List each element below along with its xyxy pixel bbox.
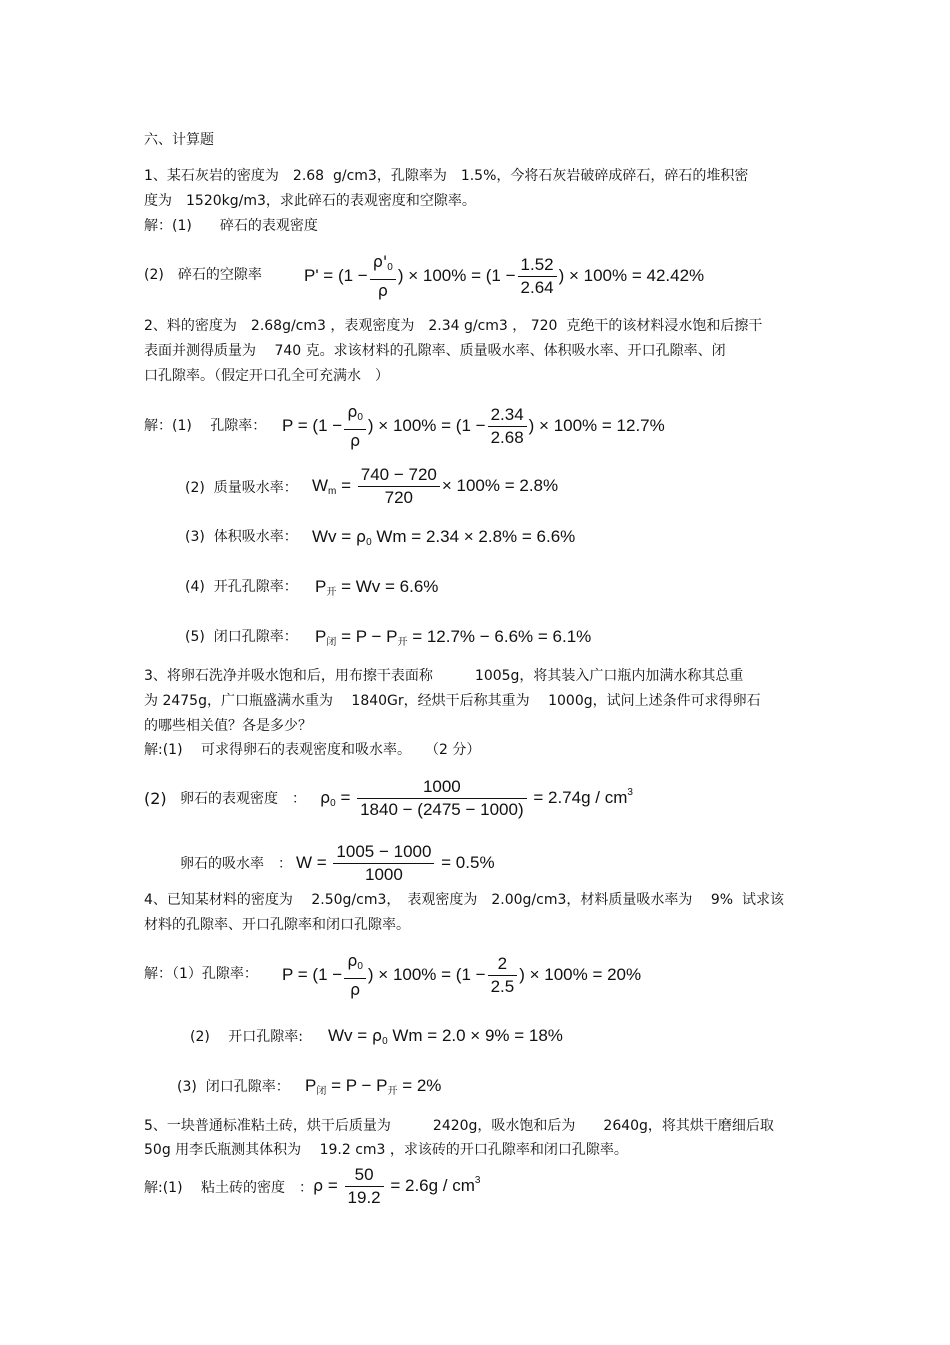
fraction-numerator: 50 — [345, 1164, 384, 1187]
fraction — [488, 404, 527, 449]
fraction — [358, 464, 440, 509]
subscript: 开 — [397, 637, 408, 648]
q1-line1: 1、某石灰岩的密度为 2.68 g/cm3，孔隙率为 1.5%，今将石灰岩破碎成碎石，碎石的堆积密 — [144, 168, 749, 184]
formula-text: ) × 100% = (1 − — [367, 964, 486, 984]
fraction — [518, 254, 557, 299]
formula-text: P — [305, 1076, 317, 1095]
rho-symbol: ρ — [371, 1026, 383, 1045]
fraction-numerator: 1005 − 1000 — [333, 841, 434, 864]
q2-closed-porosity-formula — [315, 626, 591, 654]
q2-line1: 2、料的密度为 2.68g/cm3 ，表观密度为 2.34 g/cm3 ， 720 克绝干的该材料浸水饱和后擦干 — [144, 318, 763, 334]
fraction-numerator — [344, 950, 366, 979]
fraction-denominator: 1840 − (2475 − 1000) — [360, 800, 524, 819]
q4-open-porosity-formula — [328, 1025, 563, 1053]
fraction-numerator: 740 − 720 — [358, 464, 440, 487]
q2-open-porosity-formula — [315, 576, 438, 604]
subscript: 闭 — [326, 637, 337, 648]
fraction — [344, 401, 366, 452]
q1-line2: 度为 1520kg/m3，求此碎石的表观密度和空隙率。 — [144, 193, 476, 209]
formula-text: W — [312, 475, 329, 495]
fraction — [344, 950, 366, 1001]
subscript: 闭 — [316, 1086, 327, 1097]
q2-volume-absorption-formula — [312, 526, 575, 554]
fraction-numerator: 1.52 — [518, 254, 557, 277]
formula-text: = — [335, 787, 356, 807]
fraction-numerator: 2.34 — [488, 404, 527, 427]
q1-void-ratio-formula — [304, 251, 704, 302]
formula-text: = 2.6g / cm — [385, 1175, 475, 1195]
formula-text: Wv = — [328, 1026, 372, 1045]
q4-step3-label: (3) 闭口孔隙率： — [177, 1079, 290, 1095]
rho-symbol: ρ — [313, 1175, 324, 1195]
formula-text: = 2.74g / cm — [528, 787, 628, 807]
subscript: 0 — [387, 262, 393, 273]
formula-text: Wm = 2.34 × 2.8% = 6.6% — [371, 527, 576, 546]
formula-text: = 12.7% − 6.6% = 6.1% — [407, 627, 592, 646]
q4-step1-label: 解：（1）孔隙率： — [144, 966, 258, 982]
formula-text: Wv = — [312, 527, 356, 546]
q3-step2-number: (2) — [144, 789, 167, 808]
formula-text: P = (1 − — [282, 415, 343, 435]
formula-text: ) × 100% = 42.42% — [558, 265, 705, 285]
rho-symbol: ρ — [347, 402, 358, 421]
q3-line3: 的哪些相关值？各是多少？ — [144, 718, 312, 734]
fraction-denominator: 2.5 — [490, 977, 515, 996]
formula-text: Wm = 2.0 × 9% = 18% — [387, 1026, 563, 1045]
q4-porosity-formula — [282, 950, 641, 1001]
fraction-denominator: 720 — [384, 488, 413, 507]
subscript: 0 — [357, 412, 363, 423]
subscript: 开 — [387, 1086, 398, 1097]
q4-line1: 4、已知某材料的密度为 2.50g/cm3， 表观密度为 2.00g/cm3，材料质量吸水率为 9% 试求该 — [144, 892, 784, 908]
q3-line1: 3、将卵石洗净并吸水饱和后，用布擦干表面称 1005g，将其装入广口瓶内加满水称其总重 — [144, 668, 744, 684]
fraction-denominator: 2.64 — [520, 278, 554, 297]
q2-step5-label: (5) 闭口孔隙率： — [185, 629, 298, 645]
fraction — [333, 841, 434, 886]
fraction — [345, 1164, 384, 1209]
q5-line1: 5、一块普通标准粘土砖，烘干后质量为 2420g，吸水饱和后为 2640g，将其烘干磨细后取 — [144, 1118, 774, 1134]
superscript: 3 — [474, 1174, 481, 1186]
subscript: 开 — [326, 587, 337, 598]
q2-line3: 口孔隙率。（假定开口孔全可充满水 ） — [144, 368, 389, 384]
q1-solution-step1: 解：(1) 碎石的表观密度 — [144, 218, 318, 234]
fraction — [357, 776, 527, 821]
subscript: 0 — [357, 961, 363, 972]
q5-line2: 50g 用李氏瓶测其体积为 19.2 cm3 ，求该砖的开口孔隙率和闭口孔隙率。 — [144, 1142, 628, 1158]
q5-density-formula — [313, 1164, 480, 1209]
formula-text: ) × 100% = 12.7% — [528, 415, 665, 435]
formula-text: = P − P — [326, 1076, 388, 1095]
subscript: 0 — [382, 1036, 388, 1047]
superscript: 3 — [627, 786, 633, 798]
q2-step2-label: (2) 质量吸水率： — [185, 480, 298, 496]
q1-solution-step2-label: (2) 碎石的空隙率 — [144, 267, 262, 283]
formula-text: = P − P — [336, 627, 398, 646]
formula-text: = — [336, 475, 356, 495]
formula-text: ) × 100% = (1 − — [367, 415, 486, 435]
subscript: m — [328, 485, 337, 497]
q3-solution-step1: 解:(1) 可求得卵石的表观密度和吸水率。 （2 分） — [144, 742, 481, 758]
formula-text: = 2% — [397, 1076, 442, 1095]
q3-apparent-density-formula — [320, 776, 633, 821]
q4-step2-label: (2) 开口孔隙率: — [190, 1029, 303, 1045]
fraction-numerator — [370, 251, 396, 280]
subscript: 0 — [366, 537, 372, 548]
fraction-denominator: 1000 — [365, 865, 403, 884]
rho-symbol: ρ — [320, 787, 331, 807]
fraction-numerator — [344, 401, 366, 430]
fraction-denominator: 2.68 — [490, 428, 524, 447]
q3-line2: 为 2475g，广口瓶盛满水重为 1840Gr，经烘干后称其重为 1000g，试问上述条件可求得卵石 — [144, 693, 761, 709]
q3-step3-label: 卵石的吸水率 ： — [180, 856, 292, 872]
q3-step2-label: 卵石的表观密度 ： — [180, 791, 306, 807]
formula-text: = 0.5% — [436, 852, 495, 872]
formula-text: = — [323, 1175, 343, 1195]
q5-step1-label: 解:(1) 粘土砖的密度 ： — [144, 1180, 313, 1196]
fraction-denominator: ρ — [377, 281, 388, 300]
fraction-numerator: 2 — [488, 953, 518, 976]
rho-symbol: ρ — [355, 527, 367, 546]
q2-step4-label: (4) 开孔孔隙率： — [185, 579, 298, 595]
q2-mass-absorption-formula — [312, 464, 558, 509]
formula-text: × 100% = 2.8% — [441, 475, 559, 495]
formula-text: = Wv = 6.6% — [336, 577, 439, 596]
rho-symbol: ρ — [347, 951, 358, 970]
formula-text: ) × 100% = (1 − — [397, 265, 516, 285]
fraction — [488, 953, 518, 998]
q3-absorption-formula — [296, 841, 495, 886]
fraction-denominator: ρ — [349, 431, 361, 450]
q4-closed-porosity-formula — [305, 1075, 441, 1103]
q2-step3-label: (3) 体积吸水率： — [185, 529, 298, 545]
formula-text: P — [315, 577, 327, 596]
formula-text: P' = (1 − — [304, 265, 368, 285]
rho-symbol: ρ' — [372, 252, 388, 271]
formula-text: ) × 100% = 20% — [519, 964, 642, 984]
fraction — [370, 251, 396, 302]
q2-line2: 表面并测得质量为 740 克。求该材料的孔隙率、质量吸水率、体积吸水率、开口孔隙率、闭 — [144, 343, 726, 359]
section-title: 六、计算题 — [144, 132, 214, 148]
q2-porosity-formula — [282, 401, 665, 452]
fraction-denominator: 19.2 — [347, 1188, 381, 1207]
formula-text: W = — [296, 852, 332, 872]
fraction-denominator: ρ — [349, 980, 361, 999]
formula-text: P = (1 − — [282, 964, 343, 984]
subscript: 0 — [330, 797, 336, 809]
q4-line2: 材料的孔隙率、开口孔隙率和闭口孔隙率。 — [144, 917, 410, 933]
fraction-numerator: 1000 — [357, 776, 527, 799]
q2-step1-label: 解：(1) 孔隙率： — [144, 418, 267, 434]
formula-text: P — [315, 627, 327, 646]
